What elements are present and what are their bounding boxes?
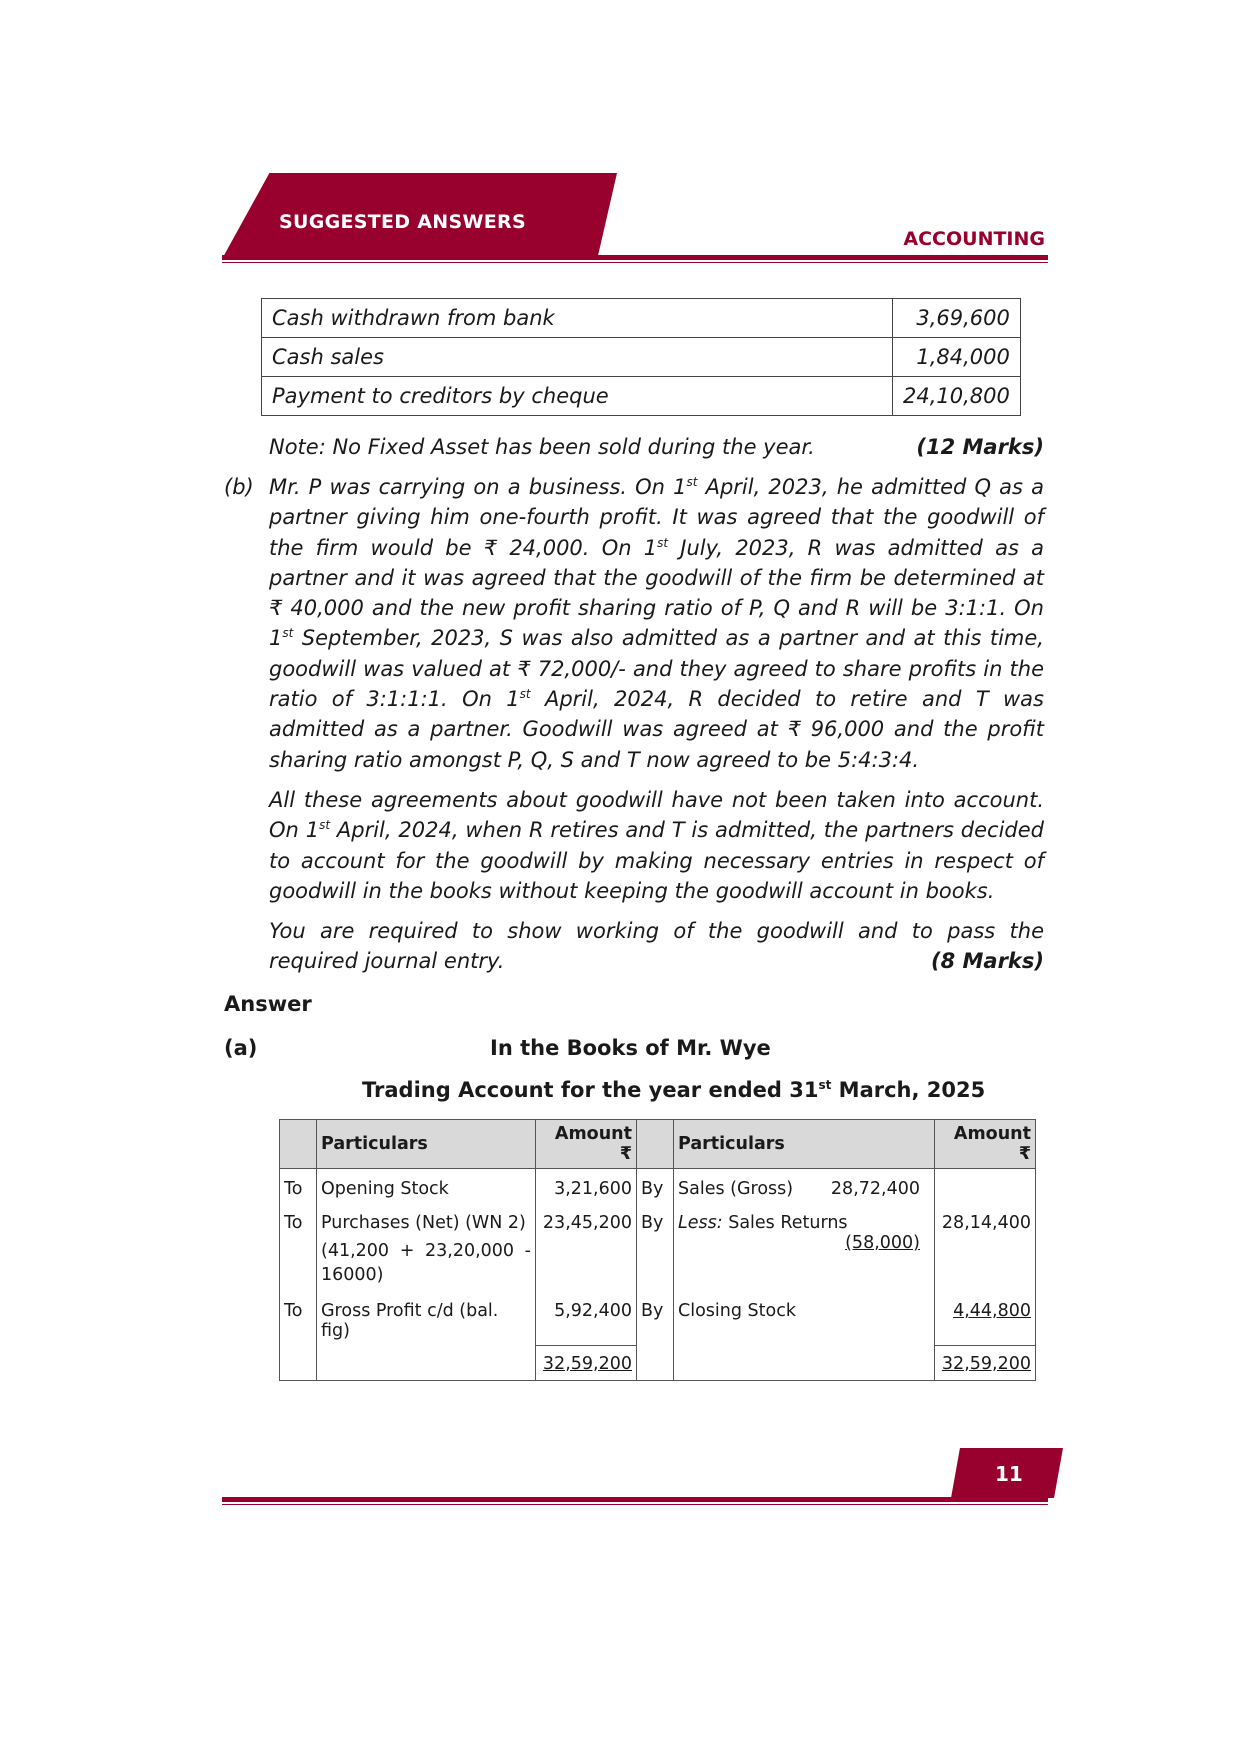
right-amount: 28,14,400	[935, 1203, 1036, 1291]
table-row	[280, 1291, 1036, 1345]
empty-cell	[637, 1345, 674, 1380]
right-amount-cell	[935, 1291, 1036, 1345]
row-amount: 24,10,800	[893, 377, 1021, 416]
part-b-text: September, 2023, S was also admitted as a partner and at this time, goodwill was valued at ₹ 72,000/- and they agreed to share profits in the ratio of 3:1:1:1. On 1	[269, 626, 1044, 712]
left-particular-working: (41,200 + 23,20,000 - 16000)	[321, 1241, 531, 1285]
right-particular: Closing Stock	[674, 1291, 935, 1345]
part-b-text: April, 2024, when R retires and T is admitted, the partners decided to account for the goodwill by making necessary entries in respect of goodwill in the books without keeping the goodwill account in books.	[269, 818, 1045, 903]
part-b-paragraph-1	[269, 472, 1044, 775]
left-particular: Purchases (Net) (WN 2)	[321, 1213, 526, 1233]
right-amount: 4,44,800	[953, 1301, 1031, 1321]
superscript: st	[657, 535, 669, 550]
answer-part-label: (a)	[224, 1036, 258, 1060]
part-b-text: All these agreements about goodwill have not been taken into account. On 1	[269, 788, 1044, 843]
row-label: Payment to creditors by cheque	[262, 377, 893, 416]
superscript: st	[282, 626, 294, 641]
book-title: In the Books of Mr. Wye	[490, 1036, 771, 1060]
answer-heading: Answer	[224, 992, 312, 1016]
account-title	[362, 1078, 985, 1102]
cash-details-table	[261, 298, 1021, 416]
part-b-marks: (8 Marks)	[930, 949, 1044, 974]
left-total: 32,59,200	[542, 1353, 632, 1374]
left-amount: 3,21,600	[536, 1169, 637, 1204]
table-row	[280, 1169, 1036, 1204]
left-particular-cell	[317, 1203, 536, 1291]
header-amount-right: Amount ₹	[935, 1120, 1036, 1169]
to-label: To	[280, 1291, 317, 1345]
header-cell	[280, 1120, 317, 1169]
header-tab-label: SUGGESTED ANSWERS	[279, 211, 526, 233]
left-amount: 23,45,200	[536, 1203, 637, 1291]
table-header-row	[280, 1120, 1036, 1169]
note-line	[269, 432, 1044, 462]
left-amount: 5,92,400	[536, 1291, 637, 1345]
header-rule-thin	[222, 262, 1048, 263]
footer-rule-thin	[222, 1504, 1048, 1505]
note-text: Note: No Fixed Asset has been sold during the year.	[269, 435, 815, 459]
inner-amount: 28,72,400	[830, 1179, 920, 1199]
less-label: Less:	[678, 1213, 723, 1233]
subject-title: ACCOUNTING	[903, 228, 1045, 250]
right-particular: Sales (Gross)	[678, 1179, 794, 1199]
table-row	[262, 299, 1021, 338]
superscript: st	[818, 1078, 832, 1092]
footer-rule	[222, 1497, 1048, 1502]
header-particulars-right: Particulars	[674, 1120, 935, 1169]
left-particular: Gross Profit c/d (bal. fig)	[317, 1291, 536, 1345]
empty-cell	[317, 1345, 536, 1380]
superscript: st	[319, 818, 331, 833]
part-b-paragraph-2	[269, 785, 1044, 906]
left-total-cell	[536, 1345, 637, 1380]
right-total-cell	[935, 1345, 1036, 1380]
totals-row	[280, 1345, 1036, 1380]
header-rule	[222, 255, 1048, 260]
superscript: st	[686, 475, 698, 489]
right-particular-cell	[674, 1169, 935, 1204]
left-particular: Opening Stock	[317, 1169, 536, 1204]
row-amount: 1,84,000	[893, 338, 1021, 377]
by-label: By	[637, 1291, 674, 1345]
right-particular-cell	[674, 1203, 935, 1291]
table-row	[280, 1203, 1036, 1291]
header-amount-left: Amount ₹	[536, 1120, 637, 1169]
right-total: 32,59,200	[941, 1353, 1031, 1374]
note-marks: (12 Marks)	[916, 435, 1044, 459]
part-b-text: You are required to show working of the goodwill and to pass the required journal entry.	[269, 919, 1044, 974]
table-row	[262, 377, 1021, 416]
empty-cell	[280, 1345, 317, 1380]
header-particulars-left: Particulars	[317, 1120, 536, 1169]
page-number: 11	[995, 1462, 1023, 1486]
account-title-text: Trading Account for the year ended 31	[362, 1078, 819, 1102]
part-b-text: Mr. P was carrying on a business. On 1	[269, 475, 687, 499]
table-row	[262, 338, 1021, 377]
trading-account-table	[279, 1119, 1036, 1381]
by-label: By	[637, 1169, 674, 1204]
to-label: To	[280, 1169, 317, 1204]
row-amount: 3,69,600	[893, 299, 1021, 338]
part-b-text: April, 2024, R decided to retire and T was admitted as a partner. Goodwill was agreed at ₹ 96,000 and the profit sharing ratio amongst P, Q, S and T now agreed to be 5:4:3:4.	[269, 687, 1044, 772]
part-b-label: (b)	[224, 475, 254, 499]
empty-cell	[674, 1345, 935, 1380]
account-title-text: March, 2025	[831, 1078, 986, 1102]
by-label: By	[637, 1203, 674, 1291]
part-b-text: July, 2023, R was admitted as a partner and it was agreed that the goodwill of the firm be determined at ₹ 40,000 and the new profit sharing ratio of P, Q and R will be 3:1:1. On 1	[269, 535, 1044, 651]
row-label: Cash sales	[262, 338, 893, 377]
to-label: To	[280, 1203, 317, 1291]
part-b-paragraph-3	[269, 916, 1044, 977]
part-b-text: April, 2023, he admitted Q as a partner giving him one-fourth profit. It was agreed that the goodwill of the firm would be ₹ 24,000. On 1	[269, 475, 1045, 560]
right-particular: Sales Returns	[722, 1213, 848, 1233]
superscript: st	[519, 687, 531, 702]
right-amount	[935, 1169, 1036, 1204]
row-label: Cash withdrawn from bank	[262, 299, 893, 338]
inner-amount: (58,000)	[845, 1233, 920, 1253]
header-cell	[637, 1120, 674, 1169]
